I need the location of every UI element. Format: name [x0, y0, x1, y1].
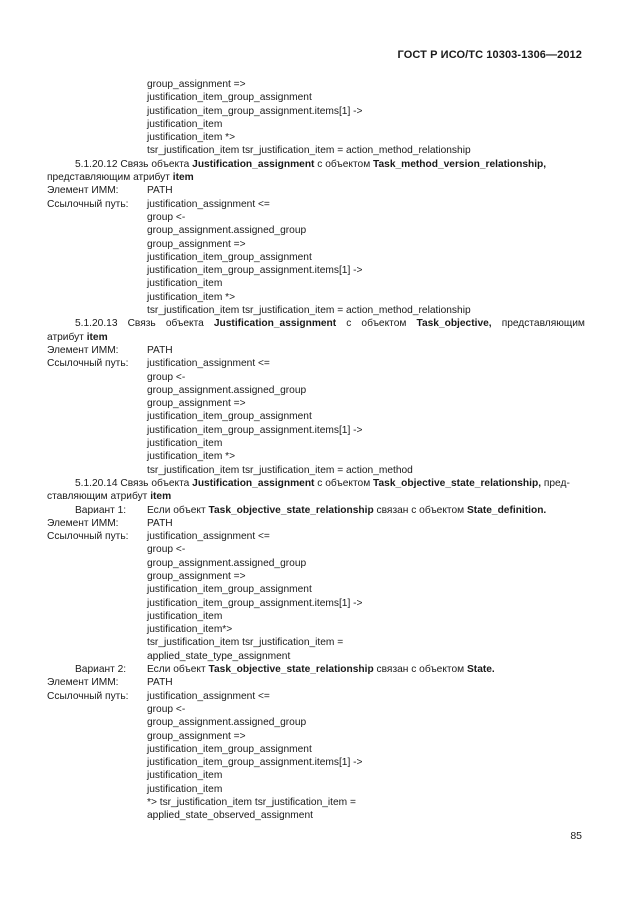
path-line: justification_item_group_assignment.items[1] ->	[147, 597, 363, 609]
path-line: justification_item_group_assignment	[147, 584, 312, 596]
variant-1-row: Вариант 1: Если объект Task_objective_state_relationship связан с объектом State_definition.	[47, 504, 585, 517]
entity-name: State.	[467, 664, 495, 676]
variant-2-row: Вариант 2: Если объект Task_objective_state_relationship связан с объектом State.	[47, 663, 585, 676]
path-line: justification_item	[147, 278, 223, 290]
element-row	[47, 184, 585, 197]
element-value: PATH	[147, 677, 173, 689]
element-row	[47, 676, 585, 689]
element-label: Элемент ИММ:	[47, 185, 119, 197]
element-value: PATH	[147, 185, 173, 197]
element-value: PATH	[147, 517, 173, 529]
path-line: justification_item_group_assignment.items[1] ->	[147, 757, 363, 769]
document-header: ГОСТ Р ИСО/ТС 10303-1306—2012	[397, 49, 582, 61]
path-line: justification_assignment <=	[147, 690, 270, 702]
path-line: group_assignment =>	[147, 238, 246, 250]
path-line: group <-	[147, 703, 186, 715]
path-line: justification_item_group_assignment.items[1] ->	[147, 424, 363, 436]
path-line: justification_item*>	[147, 624, 233, 636]
path-line: justification_item_group_assignment.items[1] ->	[147, 105, 363, 117]
path-line: justification_item *>	[147, 132, 236, 144]
path-line: justification_item_group_assignment	[147, 251, 312, 263]
path-line: tsr_justification_item tsr_justification_item = action_method	[147, 464, 413, 476]
path-ref-row	[47, 198, 585, 211]
path-line: justification_item	[147, 118, 223, 130]
path-line: *> tsr_justification_item tsr_justification_item =	[147, 797, 356, 809]
path-line: justification_item *>	[147, 291, 236, 303]
attribute-name: item	[172, 172, 194, 184]
path-ref-row	[47, 530, 585, 543]
path-line: group <-	[147, 371, 186, 383]
entity-name: Task_objective_state_relationship	[208, 664, 374, 676]
path-line: justification_assignment <=	[147, 198, 270, 210]
path-ref-label: Ссылочный путь:	[47, 690, 129, 702]
entity-name: Task_objective,	[416, 318, 492, 330]
path-line: tsr_justification_item tsr_justification_item =	[147, 637, 344, 649]
attribute-name: item	[86, 331, 108, 343]
path-line: applied_state_type_assignment	[147, 650, 291, 662]
path-line: justification_item *>	[147, 451, 236, 463]
entity-name: Task_objective_state_relationship,	[373, 477, 542, 489]
path-line: group <-	[147, 211, 186, 223]
path-line: justification_item_group_assignment	[147, 92, 312, 104]
section-heading-continuation: представляющим атрибут item	[47, 172, 194, 184]
section-number: 5.1.20.13	[75, 318, 118, 330]
section-heading-5-1-20-12: 5.1.20.12 Связь объекта Justification_assignment с объектом Task_method_version_relationship,	[75, 158, 547, 170]
path-line: justification_item_group_assignment.items[1] ->	[147, 265, 363, 277]
path-line: group_assignment =>	[147, 79, 246, 90]
path-line: group <-	[147, 544, 186, 556]
path-line: justification_item	[147, 783, 223, 795]
path-ref-label: Ссылочный путь:	[47, 198, 129, 210]
entity-name: Task_objective_state_relationship	[208, 504, 374, 516]
path-line: group_assignment.assigned_group	[147, 557, 307, 569]
path-ref-row	[47, 690, 585, 703]
entity-name: Task_method_version_relationship,	[373, 158, 547, 170]
path-line: group_assignment =>	[147, 730, 246, 742]
variant-label: Вариант 2:	[75, 664, 127, 676]
path-ref-row	[47, 357, 585, 370]
entity-name: Justification_assignment	[213, 318, 337, 330]
path-line: justification_item	[147, 438, 223, 450]
path-ref-label: Ссылочный путь:	[47, 531, 129, 543]
path-line: group_assignment =>	[147, 398, 246, 410]
path-line: group_assignment.assigned_group	[147, 225, 307, 237]
path-line: justification_assignment <=	[147, 358, 270, 370]
path-line: tsr_justification_item tsr_justification_item = action_method_relationship	[147, 305, 471, 317]
entity-name: Justification_assignment	[192, 158, 315, 170]
page-content	[47, 78, 585, 823]
path-line: group_assignment.assigned_group	[147, 384, 307, 396]
page-number: 85	[570, 830, 582, 842]
path-line: tsr_justification_item tsr_justification_item = action_method_relationship	[147, 145, 471, 157]
entity-name: State_definition.	[467, 504, 547, 516]
path-line: group_assignment =>	[147, 570, 246, 582]
path-line: group_assignment.assigned_group	[147, 717, 307, 729]
section-number: 5.1.20.14	[75, 477, 118, 489]
path-line: justification_item	[147, 610, 223, 622]
element-label: Элемент ИММ:	[47, 677, 119, 689]
path-line: applied_state_observed_assignment	[147, 810, 313, 822]
section-number: 5.1.20.12	[75, 158, 118, 170]
element-value: PATH	[147, 344, 173, 356]
element-label: Элемент ИММ:	[47, 517, 119, 529]
section-heading-continuation: атрибут item	[47, 331, 108, 343]
section-heading-5-1-20-14: 5.1.20.14 Связь объекта Justification_assignment с объектом Task_objective_state_relationship, пред-	[75, 477, 570, 489]
section-heading-5-1-20-13: 5.1.20.13 Связь объекта Justification_assignment с объектом Task_objective, представляющим	[75, 318, 585, 330]
path-ref-label: Ссылочный путь:	[47, 358, 129, 370]
section-heading-continuation: ставляющим атрибут item	[47, 491, 172, 503]
variant-label: Вариант 1:	[75, 504, 127, 516]
attribute-name: item	[150, 491, 172, 503]
path-line: justification_item	[147, 770, 223, 782]
path-line: justification_item_group_assignment	[147, 411, 312, 423]
path-line: justification_item_group_assignment	[147, 743, 312, 755]
element-row	[47, 517, 585, 530]
path-line: justification_assignment <=	[147, 531, 270, 543]
element-row	[47, 344, 585, 357]
entity-name: Justification_assignment	[192, 477, 315, 489]
element-label: Элемент ИММ:	[47, 344, 119, 356]
path-block-continued	[47, 78, 585, 158]
